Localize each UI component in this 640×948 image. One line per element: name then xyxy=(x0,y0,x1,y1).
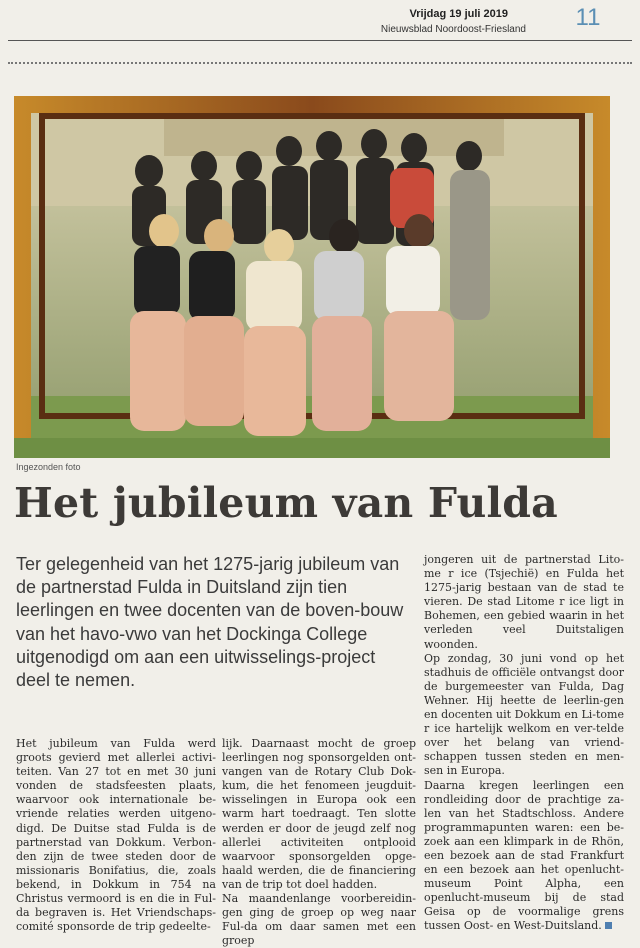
page-number: 11 xyxy=(575,4,601,31)
article-end-square-icon xyxy=(605,922,612,929)
column-2-paragraph-1: lijk. Daarnaast mocht de groep leerlingen nog sponsorgelden ont-vangen van de Rotary Club Dok-kum, die het fenomeen jeugduit-wisselingen in Europa ook een warm hart toedraagt. Ten slotte werden er door de jeugd zelf nog allerlei activiteiten ontplooid waarvoor sponsorgelden opge-haald werden, die de financiering van de trip tot doel hadden. xyxy=(222,737,416,891)
column-3-paragraph-2: Op zondag, 30 juni vond op het stadhuis de officiële ontvangst door de burgemeester van Fulda, Dag Wehner. Hij heette de leerlin-gen en docenten uit Dokkum en Li-tome r ice hartelijk welkom en ver-telde over het belang van vriend-schappen tussen steden en men-sen in Europa. xyxy=(424,651,624,778)
article-column-2 xyxy=(222,737,416,948)
header-dotted-rule xyxy=(8,62,632,64)
article-headline: Het jubileum van Fulda xyxy=(14,479,558,527)
article-column-1 xyxy=(16,737,216,934)
photo-credit: Ingezonden foto xyxy=(16,462,81,472)
column-3-paragraph-3 xyxy=(424,779,624,934)
column-3-paragraph-1: jongeren uit de partnerstad Lito-me r ice (Tsjechië) en Fulda het 1275-jarig bestaan van de stad te vieren. De stad Litome r ice ligt in Bohemen, een gebied waarin in het verleden veel Duitstaligen woonden. xyxy=(424,553,624,651)
article-column-3 xyxy=(424,553,624,934)
column-2-paragraph-2: Na maandenlange voorbereidin-gen ging de groep op weg naar Ful-da om daar samen met een groep xyxy=(222,892,416,948)
news-photo xyxy=(14,96,610,458)
article-intro: Ter gelegenheid van het 1275-jarig jubileum van de partnerstad Fulda in Duitsland zijn tien leerlingen en twee docenten van de boven-bouw van het havo-vwo van het Dockinga College uitgenodigd om aan een uitwisselings-project deel te nemen. xyxy=(16,554,404,691)
header-rule xyxy=(8,40,632,41)
newspaper-name: Nieuwsblad Noordoost-Friesland xyxy=(380,24,526,35)
column-3-paragraph-3-text: Daarna kregen leerlingen een rondleiding door de prachtige za-len van het Stadtschloss. Andere programmapunten waren: een be-zoek aan een klimpark in de Rhön, een bezoek aan de stad Frankfurt en een bezoek aan het openlucht-museum Point Alpha, een openlucht-museum bij de stad Geisa op de voormalige grens tussen Oost- en West-Duitsland. xyxy=(424,778,624,933)
column-1-paragraph: Het jubileum van Fulda werd groots gevierd met allerlei activi-teiten. Van 27 tot en met 30 juni vonden de stadsfeesten plaats, waarvoor ook internationale be-vriende relaties werden uitgeno-digd. De Duitse stad Fulda is de partnerstad van Dokkum. Verbon-den zijn de twee steden door de missionaris Bonifatius, die, zoals bekend, in Dokkum in 754 na Christus vermoord is en die in Ful-da begraven is. Het Vriendschaps-comité sponsorde de trip gedeelte- xyxy=(16,737,216,934)
header-date: Vrijdag 19 juli 2019 xyxy=(409,8,508,20)
